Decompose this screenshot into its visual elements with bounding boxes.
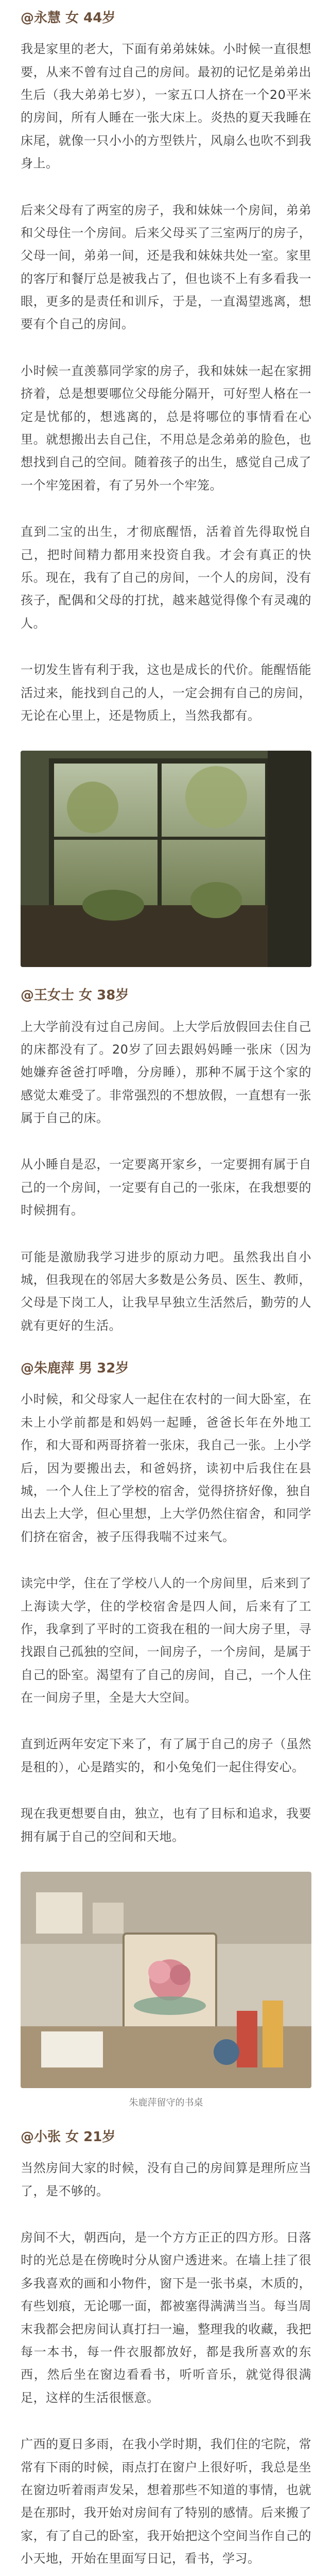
paragraph: 直到近两年安定下来了，有了属于自己的房子（虽然是租的），心是踏实的，和小兔兔们一起住得安心。 [21,1737,311,1774]
paragraph: 现在我更想要自由，独立，也有了目标和追求，我要拥有属于自己的空间和天地。 [21,1806,311,1844]
author-age: 44岁 [83,10,116,26]
paragraph: 广西的夏日多雨，在我小学时期，我们住的宅院，常常有下雨的时候，雨点打在窗户上很好听，我总是坐在窗边听着雨声发呆，想着那些不知道的事情，也就是在那时，我开始对房间有了特别的感情。后来搬了家，有了自己的卧室，我开始把这个空间当作自己的小天地，开始在里面写日记，看书，学习。 [21,2437,311,2566]
story-section-1 [21,10,311,967]
author-handle: @永慧 [21,10,61,26]
paragraph: 一切发生皆有利于我，这也是成长的代价。能醒悟能活过来，能找到自己的人，一定会拥有自己的房间，无论在心里上，还是物质上，当然我都有。 [21,663,311,723]
paragraph: 从小睡自是忍，一定要离开家乡，一定要拥有属于自己的一个房间，一定要有自己的一张床，在我想要的时候拥有。 [21,1157,311,1218]
paragraph: 上大学前没有过自己房间。上大学后放假回去住自己的床都没有了。20岁了回去跟妈妈睡一张床（因为她嫌弃爸爸打呼噜，分房睡），那种不属于这个家的感觉太难受了。非常强烈的不想放假，一直想有一张属于自己的床。 [21,1019,311,1126]
paragraph: 我是家里的老大，下面有弟弟妹妹。小时候一直很想要，从来不曾有过自己的房间。最初的记忆是弟弟出生后（我大弟弟七岁），一家五口人挤在一个20平米的房间，所有人睡在一张大床上。炎热的夏天我睡在床尾，就像一只小小的方型铁片，风扇么也吹不到我身上。 [21,42,311,171]
window-scene-illustration [21,751,311,967]
desk-photo [21,1872,311,2088]
author-gender: 男 [79,1361,93,1377]
author-line [21,988,311,1004]
story-section-4 [21,2129,311,2576]
paragraph: 小时候一直羡慕同学家的房子，我和妹妹一起在家拥挤着，总是想要哪位父母能分隔开，可好型人格在一定是忧郁的，想逃离的，总是将哪位的事情看在心里。就想搬出去自己住，不用总是念弟弟的脸色，也想找到自己的空间。随着孩子的出生，感觉自己成了一个牢笼困着，有了另外一个牢笼。 [21,363,311,493]
paragraph: 房间不大，朝西向，是一个方方正正的四方形。日落时的光总是在傍晚时分从窗户透进来。在墙上挂了很多我喜欢的画和小物件，窗下是一张书桌，木质的，有些划痕，无论哪一面，都被塞得满满当当。每当周末我都会把房间认真打扫一遍，整理我的收藏，我把每一本书，每一件衣服都放好，都是我所喜欢的东西，然后坐在窗边看看书，听听音乐，就觉得很满足，这样的生活很惬意。 [21,2230,311,2405]
author-handle: @王女士 [21,988,75,1004]
author-gender: 女 [79,988,93,1004]
author-age: 32岁 [97,1361,129,1377]
author-handle: @小张 [21,2129,61,2145]
paragraph: 可能是激励我学习进步的原动力吧。虽然我出自小城，但我现在的邻居大多数是公务员、医生、教师，父母是下岗工人，让我早早独立生活然后，勤劳的人就有更好的生活。 [21,1249,311,1333]
author-age: 38岁 [97,988,129,1004]
story-section-3 [21,1361,311,2109]
photo-caption: 朱鹿萍留守的书桌 [129,2097,203,2109]
paragraph: 后来父母有了两室的房子，我和妹妹一个房间，弟弟和父母住一个房间。后来父母买了三室两厅的房子，父母一间，弟弟一间，还是我和妹妹共处一室。家里的客厅和餐厅总是被我占了，但也谈不上有多看我一眼，更多的是责任和训斥，于是，一直渴望逃离，想要有个自己的房间。 [21,202,311,332]
author-line [21,2129,311,2145]
author-line [21,1361,311,1377]
paragraph: 当然房间大家的时候，没有自己的房间算是理所应当了，是不够的。 [21,2161,311,2198]
desk-scene-illustration [21,1872,311,2088]
author-gender: 女 [65,10,79,26]
author-gender: 女 [65,2129,79,2145]
author-age: 21岁 [83,2129,116,2145]
paragraph: 直到二宝的出生，才彻底醒悟，活着首先得取悦自己，把时间精力都用来投资自我。才会有真正的快乐。现在，我有了自己的房间，一个人的房间，没有孩子，配偶和父母的打扰，越来越觉得像个有灵魂的人。 [21,524,311,631]
story-section-2 [21,988,311,1337]
paragraph: 读完中学，住在了学校八人的一个房间里，后来到了上海读大学，住的学校宿舍是四人间，后来有了工作，我拿到了平时的工资我在租的一间大房子里，寻找跟自己孤独的空间，一间房子，一个房间，是属于自己的卧室。渴望有了自己的房间，自己，一个人住在一间房子里，全是大大空间。 [21,1576,311,1705]
author-line [21,10,311,26]
paragraph: 小时候，和父母家人一起住在农村的一间大卧室，在未上小学前都是和妈妈一起睡，爸爸长年在外地工作，和大哥和两哥挤着一张床，我自己一张。上小学后，因为要搬出去，和爸妈挤，读初中后我住在县城，一个人住上了学校的宿舍，觉得挤挤好像，独自出去上大学，但心里想，上大学仍然住宿舍，和同学们挤在宿舍，被子压得我喘不过来气。 [21,1392,311,1544]
room-photo-window [21,751,311,967]
author-handle: @朱鹿萍 [21,1361,75,1377]
